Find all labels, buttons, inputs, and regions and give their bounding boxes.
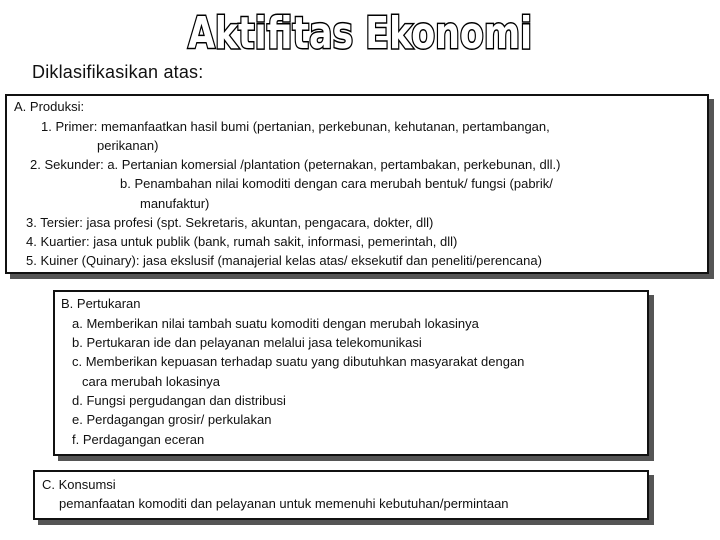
- title-wordart: [184, 2, 536, 60]
- list-item: 2. Sekunder: a. Pertanian komersial /plantation (peternakan, pertambakan, perkebunan, dll.): [30, 157, 561, 172]
- list-item: a. Memberikan nilai tambah suatu komoditi dengan merubah lokasinya: [72, 316, 479, 331]
- list-item: c. Memberikan kepuasan terhadap suatu yang dibutuhkan masyarakat dengan: [72, 354, 525, 369]
- section-heading: B. Pertukaran: [61, 296, 141, 311]
- subtitle: Diklasifikasikan atas:: [32, 62, 204, 82]
- page-title: [184, 2, 536, 60]
- section-konsumsi: [33, 470, 649, 520]
- list-item: 1. Primer: memanfaatkan hasil bumi (pertanian, perkebunan, kehutanan, pertambangan,: [41, 119, 550, 134]
- list-item: pemanfaatan komoditi dan pelayanan untuk memenuhi kebutuhan/permintaan: [59, 496, 509, 511]
- list-item: d. Fungsi pergudangan dan distribusi: [72, 393, 286, 408]
- list-item: b. Pertukaran ide dan pelayanan melalui jasa telekomunikasi: [72, 335, 422, 350]
- list-item: 5. Kuiner (Quinary): jasa ekslusif (manajerial kelas atas/ eksekutif dan peneliti/perencana): [26, 253, 542, 268]
- list-item: f. Perdagangan eceran: [72, 432, 205, 447]
- list-item: 4. Kuartier: jasa untuk publik (bank, rumah sakit, informasi, pemerintah, dll): [26, 234, 458, 249]
- list-item: perikanan): [97, 138, 159, 153]
- list-item: e. Perdagangan grosir/ perkulakan: [72, 412, 272, 427]
- section-heading: A. Produksi:: [14, 99, 85, 114]
- section-produksi: [5, 94, 709, 274]
- section-heading: C. Konsumsi: [42, 477, 116, 492]
- section-pertukaran: [53, 290, 649, 456]
- list-item: cara merubah lokasinya: [82, 374, 221, 389]
- title-text: Aktifitas Ekonomi: [188, 8, 532, 59]
- list-item: b. Penambahan nilai komoditi dengan cara merubah bentuk/ fungsi (pabrik/: [120, 176, 553, 191]
- list-item: manufaktur): [140, 196, 210, 211]
- list-item: 3. Tersier: jasa profesi (spt. Sekretaris, akuntan, pengacara, dokter, dll): [26, 215, 434, 230]
